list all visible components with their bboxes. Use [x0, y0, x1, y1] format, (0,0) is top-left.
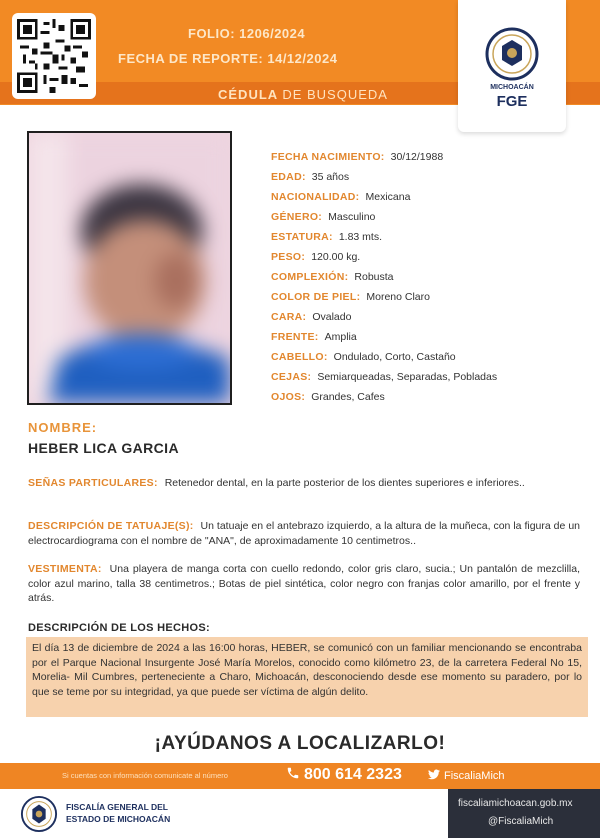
info-label: GÉNERO: [271, 211, 323, 223]
info-row-gender [271, 207, 591, 227]
info-label: FRENTE: [271, 331, 319, 343]
personal-info-list [271, 147, 591, 407]
footer-website-link[interactable]: fiscaliamichoacan.gob.mx [458, 798, 573, 809]
info-row-forehead [271, 327, 591, 347]
missing-person-photo [27, 131, 232, 405]
info-value: 35 años [311, 171, 350, 183]
info-label: OJOS: [271, 391, 306, 403]
footer-org-line1: FISCALÍA GENERAL DEL [66, 802, 169, 812]
info-value: 1.83 mts. [338, 231, 382, 243]
document-title [218, 87, 388, 102]
info-row-weight [271, 247, 591, 267]
name-label: NOMBRE: [28, 420, 98, 435]
info-label: COMPLEXIÓN: [271, 271, 349, 283]
info-label: CABELLO: [271, 351, 328, 363]
info-row-age [271, 167, 591, 187]
clothing-description-label: VESTIMENTA: [28, 563, 102, 575]
distinguishing-marks-label: SEÑAS PARTICULARES: [28, 477, 158, 489]
clothing-description [28, 562, 580, 606]
tattoo-description-text: Un tatuaje en el antebrazo izquierdo, a la altura de la muñeca, con la figura de un electrocardiograma con el nombre de "ANA", de aproximadamente 10 centimetros.. [28, 520, 580, 547]
info-row-eyebrows [271, 367, 591, 387]
phone-number: 800 614 2323 [304, 766, 402, 783]
phone-link[interactable] [286, 766, 402, 784]
footer-social-panel [448, 789, 600, 838]
qr-code-graphic [17, 18, 91, 94]
info-row-birthdate [271, 147, 591, 167]
distinguishing-marks-text: Retenedor dental, en la parte posterior de los dientes superiores e inferiores.. [164, 477, 525, 489]
contact-note: Si cuentas con información comunicate al número [62, 771, 228, 780]
footer-twitter-handle[interactable]: @FiscaliaMich [488, 816, 554, 827]
call-to-action: ¡AYÚDANOS A LOCALIZARLO! [154, 733, 446, 754]
info-row-nationality [271, 187, 591, 207]
info-value: Robusta [354, 271, 394, 283]
info-value: Grandes, Cafes [311, 391, 385, 403]
blurred-photo-graphic [29, 133, 230, 403]
info-value: Masculino [328, 211, 376, 223]
footer-org-line2: ESTADO DE MICHOACÁN [66, 814, 171, 824]
info-row-face [271, 307, 591, 327]
info-row-hair [271, 347, 591, 367]
info-label: COLOR DE PIEL: [271, 291, 361, 303]
document-title-bold: CÉDULA [218, 87, 278, 102]
twitter-link[interactable] [428, 769, 505, 782]
info-label: FECHA NACIMIENTO: [271, 151, 385, 163]
logo-acronym: FGE [496, 93, 528, 110]
info-row-eyes [271, 387, 591, 407]
document-title-light: DE BUSQUEDA [282, 87, 388, 102]
info-value: 120.00 kg. [311, 251, 361, 263]
info-value: 30/12/1988 [390, 151, 444, 163]
facts-description: El día 13 de diciembre de 2024 a las 16:00 horas, HEBER, se comunicó con un familiar mencionando se encontraba por el Parque Nacional Insurgente José María Morelos, conocido como kilómetro 23, de la carretera Federal No 15, Morelia- Mil Cumbres, perteneciente a Charo, Michoacán, desconociendo desde ese momento su paradero, por lo que se teme por su integridad, ya que puede ser víctima de algún delito. [26, 637, 588, 717]
fge-logo-card [458, 0, 566, 132]
tattoo-description [28, 519, 580, 548]
info-value: Mexicana [365, 191, 411, 203]
info-value: Semiarqueadas, Separadas, Pobladas [317, 371, 498, 383]
info-value: Ovalado [312, 311, 352, 323]
info-label: NACIONALIDAD: [271, 191, 360, 203]
info-value: Amplia [324, 331, 357, 343]
info-value: Ondulado, Corto, Castaño [333, 351, 456, 363]
info-label: CARA: [271, 311, 307, 323]
qr-code[interactable] [12, 13, 96, 99]
info-label: ESTATURA: [271, 231, 333, 243]
info-row-height [271, 227, 591, 247]
person-name: HEBER LICA GARCIA [28, 440, 179, 456]
logo-state: MICHOACÁN [490, 84, 534, 91]
folio-number: FOLIO: 1206/2024 [188, 26, 306, 41]
clothing-description-text: Una playera de manga corta con cuello redondo, color gris claro, sucia.; Un pantalón de mezclilla, color azul marino, talla 38 centimetros.; Botas de piel sintética, color negro con franjas color amarillo, por el frente y atrás. [28, 563, 580, 604]
info-row-build [271, 267, 591, 287]
info-label: EDAD: [271, 171, 306, 183]
info-label: PESO: [271, 251, 306, 263]
twitter-handle: FiscaliaMich [444, 770, 505, 782]
phone-icon [286, 766, 300, 780]
facts-title: DESCRIPCIÓN DE LOS HECHOS: [28, 622, 210, 634]
twitter-icon [428, 769, 440, 780]
info-row-skin-color [271, 287, 591, 307]
contact-bar [0, 763, 600, 789]
distinguishing-marks [28, 476, 580, 491]
tattoo-description-label: DESCRIPCIÓN DE TATUAJE(S): [28, 520, 194, 532]
state-seal-icon [20, 795, 58, 833]
info-label: CEJAS: [271, 371, 312, 383]
report-date: FECHA DE REPORTE: 14/12/2024 [118, 51, 338, 66]
info-value: Moreno Claro [366, 291, 430, 303]
footer [0, 789, 600, 838]
fge-seal-icon [472, 24, 552, 104]
